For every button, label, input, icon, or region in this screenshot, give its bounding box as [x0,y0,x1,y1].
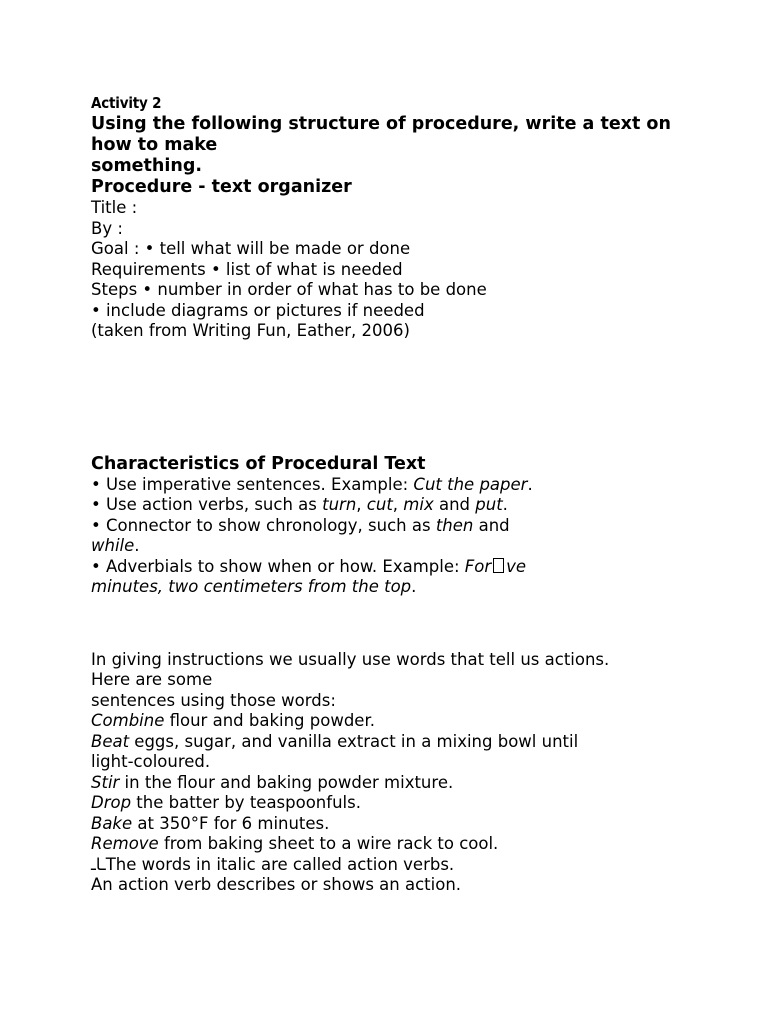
instructions-intro-3: sentences using those words: [91,690,336,710]
characteristic-bullet-3-cont: while. [91,536,140,555]
example-sentence-2-cont: light-coloured. [91,752,211,771]
example-sentence-6: Remove from baking sheet to a wire rack to cool. [91,834,499,853]
example-sentence-3: Stir in the flour and baking powder mixture. [91,772,454,792]
by-label: By : [91,218,123,238]
document-page [91,92,731,896]
instruction-line-3: something. [91,156,202,176]
characteristic-bullet-4: • Adverbials to show when or how. Example: For ve [91,556,527,576]
action-verb-definition: An action verb describes or shows an action. [91,875,462,894]
characteristic-bullet-3: • Connector to show chronology, such as then and [91,515,510,535]
steps-line: Steps • number in order of what has to be done [91,280,487,299]
example-sentence-2: Beat eggs, sugar, and vanilla extract in a mixing bowl until [91,731,579,751]
requirements-line: Requirements • list of what is needed [91,259,403,279]
diagrams-line: • include diagrams or pictures if needed [91,300,425,320]
organizer-heading: Procedure - text organizer [91,177,352,197]
characteristic-bullet-4-cont: minutes, two centimeters from the top. [91,577,417,596]
characteristic-bullet-1: • Use imperative sentences. Example: Cut the paper. [91,474,533,494]
note-prefix: ـاـ [91,854,106,874]
instruction-line-2: how to make [91,135,218,155]
instructions-intro-2: Here are some [91,670,213,689]
example-sentence-5: Bake at 350°F for 6 minutes. [91,813,330,833]
characteristic-bullet-2: • Use action verbs, such as turn, cut, mix and put. [91,495,508,514]
activity-title: Activity 2 [91,94,162,112]
source-line: (taken from Writing Fun, Eather, 2006) [91,321,410,340]
italic-note: ـاـThe words in italic are called action verbs. [91,854,455,874]
example-sentence-1: Combine flour and baking powder. [91,711,375,730]
title-label: Title : [91,198,138,217]
instructions-intro-1: In giving instructions we usually use words that tell us actions. [91,649,610,669]
characteristics-heading: Characteristics of Procedural Text [91,453,426,474]
missing-glyph-icon [493,558,504,573]
spacer [91,342,731,454]
goal-line: Goal : • tell what will be made or done [91,239,411,258]
spacer [91,598,731,650]
instruction-line-1: Using the following structure of procedure, write a text on [91,114,671,134]
example-sentence-4: Drop the batter by teaspoonfuls. [91,793,361,812]
